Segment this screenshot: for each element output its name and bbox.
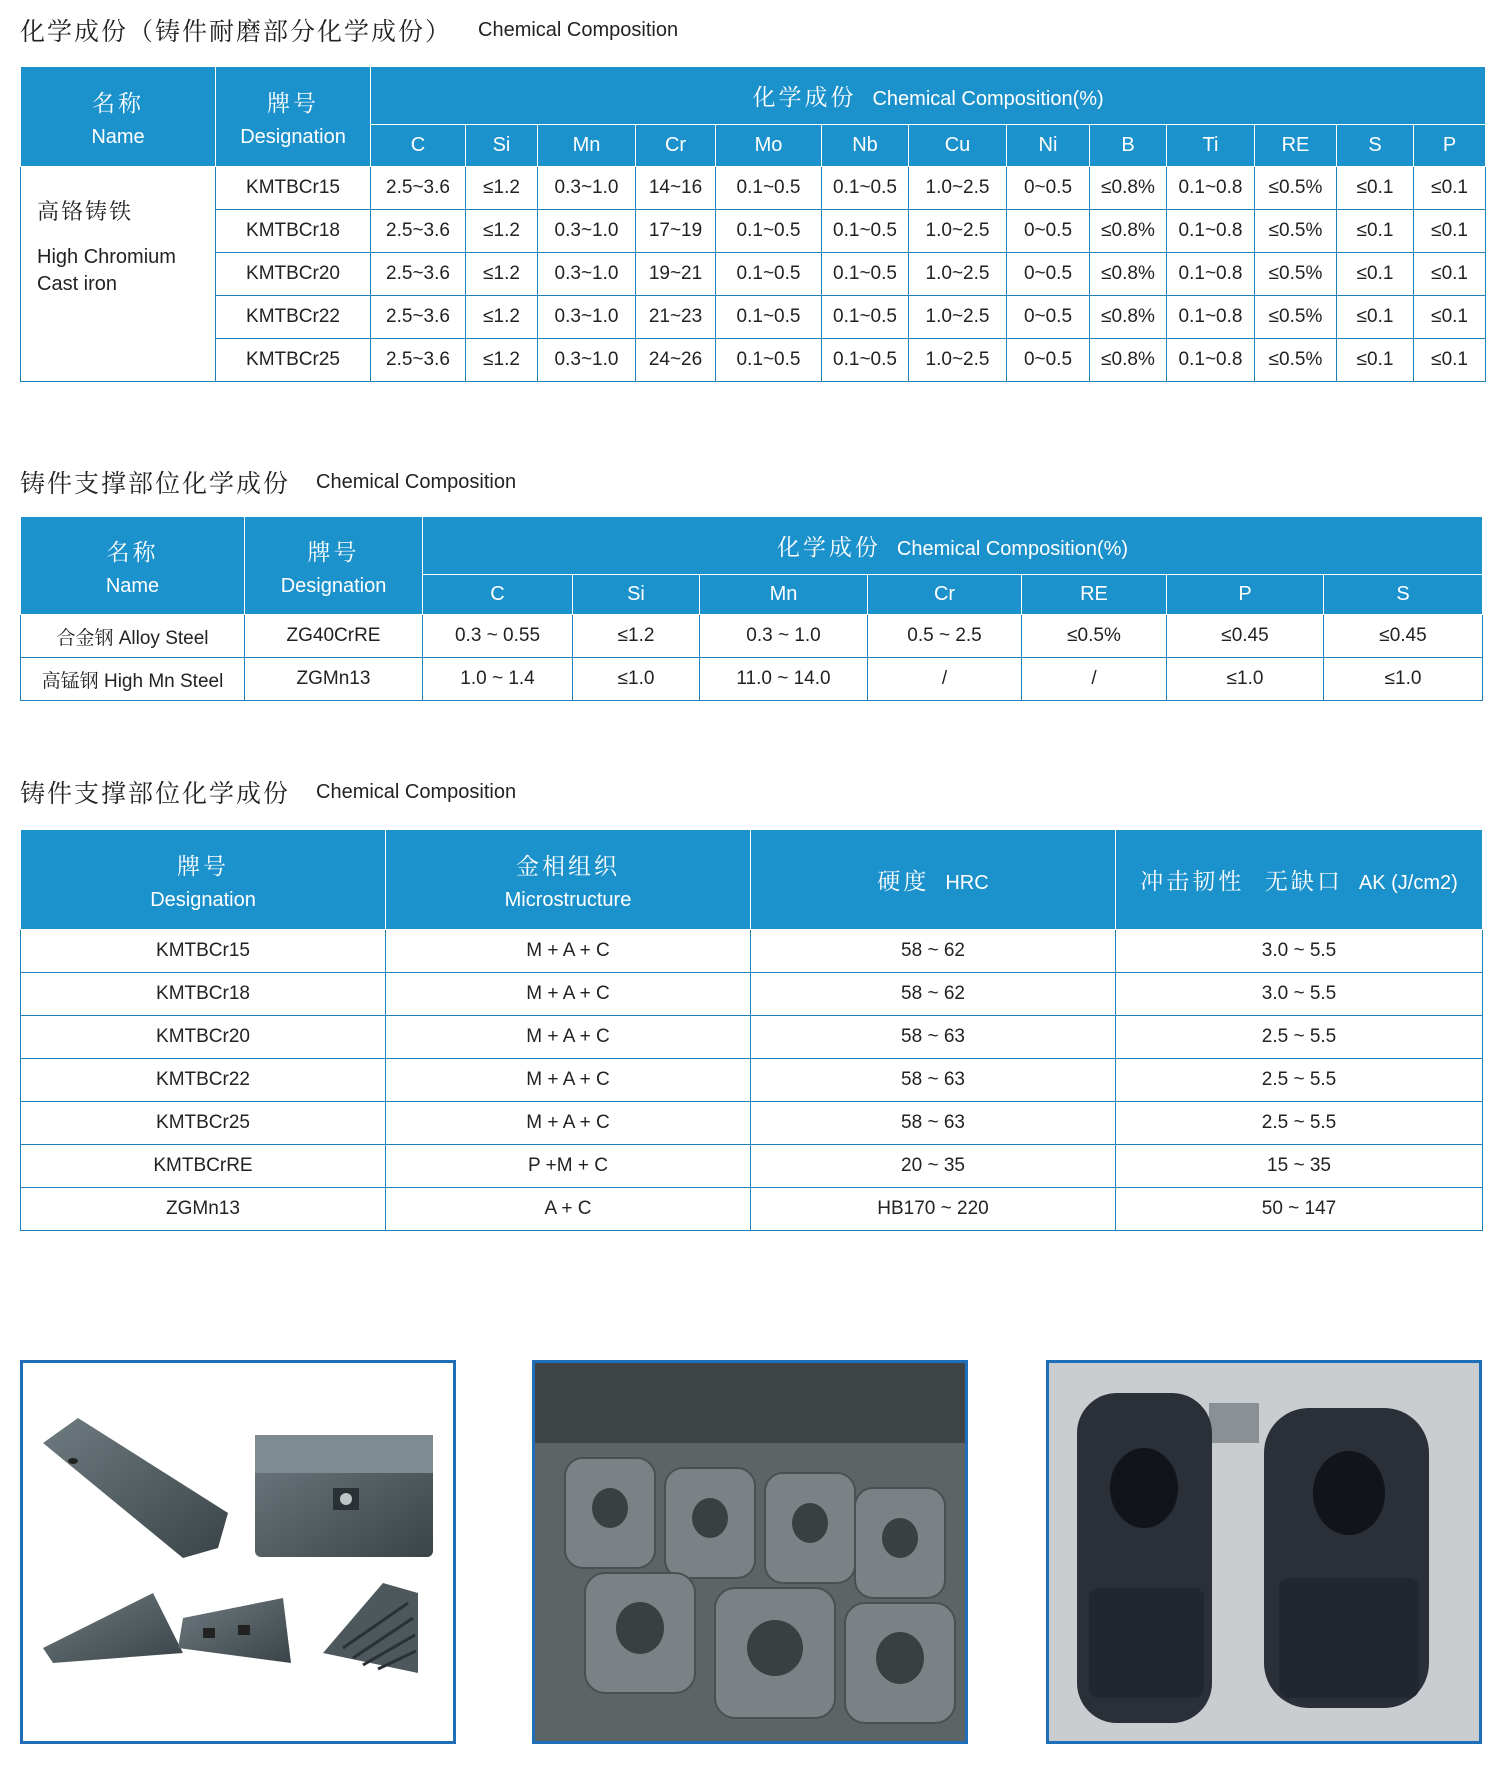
table-row — [21, 930, 1483, 973]
impact-cell: 3.0 ~ 5.5 — [1116, 930, 1483, 973]
designation-cell: KMTBCr18 — [216, 210, 371, 253]
value-cell-si: ≤1.2 — [466, 167, 538, 210]
header-name — [21, 517, 245, 615]
designation-cell: ZG40CrRE — [245, 615, 423, 658]
microstructure-cell: M + A + C — [386, 1016, 751, 1059]
element-header-si: Si — [466, 125, 538, 167]
hammer-heads-pair-photo — [1046, 1360, 1482, 1744]
value-cell-mo: 0.1~0.5 — [716, 210, 822, 253]
element-header-p: P — [1414, 125, 1486, 167]
value-cell-cu: 1.0~2.5 — [909, 339, 1007, 382]
hammer-heads-pile-photo — [532, 1360, 968, 1744]
value-cell-ni: 0~0.5 — [1007, 339, 1090, 382]
value-cell-re: ≤0.5% — [1255, 296, 1337, 339]
designation-cell: KMTBCr22 — [21, 1059, 386, 1102]
value-cell-c: 0.3 ~ 0.55 — [423, 615, 573, 658]
material-name-en: Alloy Steel — [118, 627, 209, 649]
value-cell-si: ≤1.2 — [573, 615, 700, 658]
section1-title — [20, 10, 678, 50]
material-name-cell — [21, 167, 216, 382]
header-name-zh: 名称 — [106, 539, 159, 566]
designation-cell: KMTBCr20 — [21, 1016, 386, 1059]
header-designation — [245, 517, 423, 615]
header-impact — [1116, 830, 1483, 930]
value-cell-nb: 0.1~0.5 — [822, 296, 909, 339]
element-header-cr: Cr — [636, 125, 716, 167]
header-composition-zh: 化学成份 — [752, 85, 857, 111]
designation-cell: ZGMn13 — [21, 1188, 386, 1231]
impact-cell: 2.5 ~ 5.5 — [1116, 1016, 1483, 1059]
value-cell-b: ≤0.8% — [1090, 167, 1167, 210]
header-name-en: Name — [105, 574, 160, 597]
value-cell-re: ≤0.5% — [1255, 167, 1337, 210]
header-designation-zh: 牌号 — [267, 90, 319, 117]
value-cell-s: ≤0.1 — [1337, 296, 1414, 339]
element-header-s: S — [1324, 575, 1483, 615]
material-name-en: High Mn Steel — [103, 670, 224, 692]
value-cell-mn: 0.3~1.0 — [538, 296, 636, 339]
table-row — [21, 973, 1483, 1016]
table-row — [21, 615, 1483, 658]
value-cell-s: ≤0.1 — [1337, 339, 1414, 382]
value-cell-p: ≤0.1 — [1414, 167, 1486, 210]
header-composition — [423, 517, 1483, 575]
value-cell-si: ≤1.2 — [466, 296, 538, 339]
value-cell-p: ≤0.1 — [1414, 253, 1486, 296]
hardness-cell: 58 ~ 63 — [751, 1059, 1116, 1102]
material-name-cell — [21, 658, 245, 701]
microstructure-cell: M + A + C — [386, 1059, 751, 1102]
value-cell-s: ≤0.45 — [1324, 615, 1483, 658]
table-row — [21, 253, 1486, 296]
table-row — [21, 1145, 1483, 1188]
value-cell-cr: 19~21 — [636, 253, 716, 296]
value-cell-re: ≤0.5% — [1255, 210, 1337, 253]
value-cell-cr: 17~19 — [636, 210, 716, 253]
value-cell-cr: 14~16 — [636, 167, 716, 210]
element-header-si: Si — [573, 575, 700, 615]
header-name-zh: 名称 — [92, 90, 144, 117]
hardness-cell: HB170 ~ 220 — [751, 1188, 1116, 1231]
impact-cell: 2.5 ~ 5.5 — [1116, 1059, 1483, 1102]
value-cell-cu: 1.0~2.5 — [909, 296, 1007, 339]
microstructure-cell: M + A + C — [386, 930, 751, 973]
value-cell-ni: 0~0.5 — [1007, 167, 1090, 210]
header-designation-en: Designation — [280, 574, 387, 597]
value-cell-nb: 0.1~0.5 — [822, 339, 909, 382]
header-designation — [216, 67, 371, 167]
value-cell-c: 2.5~3.6 — [371, 167, 466, 210]
material-name-zh: 合金钢 — [56, 626, 114, 649]
value-cell-cr: 21~23 — [636, 296, 716, 339]
value-cell-s: ≤0.1 — [1337, 167, 1414, 210]
designation-cell: KMTBCr20 — [216, 253, 371, 296]
microstructure-cell: M + A + C — [386, 1102, 751, 1145]
value-cell-mo: 0.1~0.5 — [716, 167, 822, 210]
table-row — [21, 1188, 1483, 1231]
impact-cell: 15 ~ 35 — [1116, 1145, 1483, 1188]
value-cell-b: ≤0.8% — [1090, 296, 1167, 339]
header-microstructure — [386, 830, 751, 930]
liner-plates-photo — [20, 1360, 456, 1744]
value-cell-ti: 0.1~0.8 — [1167, 339, 1255, 382]
value-cell-re: / — [1022, 658, 1167, 701]
header-composition-en: Chemical Composition(%) — [896, 538, 1129, 560]
value-cell-ni: 0~0.5 — [1007, 253, 1090, 296]
value-cell-s: ≤1.0 — [1324, 658, 1483, 701]
material-name-zh: 高铬铸铁 — [37, 200, 134, 225]
value-cell-cu: 1.0~2.5 — [909, 167, 1007, 210]
element-header-nb: Nb — [822, 125, 909, 167]
composition-table-support — [20, 516, 1483, 701]
value-cell-mn: 0.3~1.0 — [538, 210, 636, 253]
section2-title-en: Chemical Composition — [316, 470, 517, 493]
value-cell-mo: 0.1~0.5 — [716, 296, 822, 339]
value-cell-si: ≤1.2 — [466, 210, 538, 253]
value-cell-ti: 0.1~0.8 — [1167, 253, 1255, 296]
value-cell-s: ≤0.1 — [1337, 210, 1414, 253]
table-row — [21, 1059, 1483, 1102]
header-designation-zh: 牌号 — [177, 853, 229, 880]
header-hardness-zh: 硬度 — [877, 869, 930, 895]
value-cell-nb: 0.1~0.5 — [822, 210, 909, 253]
table-row — [21, 296, 1486, 339]
header-impact-en: AK (J/cm2) — [1358, 872, 1458, 894]
section3-title — [20, 772, 516, 812]
designation-cell: KMTBCr15 — [216, 167, 371, 210]
material-name-en-line2: Cast iron — [37, 273, 118, 295]
table-row — [21, 1102, 1483, 1145]
value-cell-ti: 0.1~0.8 — [1167, 210, 1255, 253]
value-cell-mn: 11.0 ~ 14.0 — [700, 658, 868, 701]
value-cell-p: ≤0.1 — [1414, 339, 1486, 382]
element-header-mo: Mo — [716, 125, 822, 167]
designation-cell: KMTBCr22 — [216, 296, 371, 339]
material-name-en-line1: High Chromium — [37, 246, 176, 268]
element-header-s: S — [1337, 125, 1414, 167]
header-hardness — [751, 830, 1116, 930]
header-composition-zh: 化学成份 — [776, 535, 881, 561]
header-name — [21, 67, 216, 167]
header-impact-zh: 冲击韧性 无缺口 — [1140, 869, 1343, 895]
designation-cell: KMTBCr15 — [21, 930, 386, 973]
impact-cell: 50 ~ 147 — [1116, 1188, 1483, 1231]
element-header-mn: Mn — [538, 125, 636, 167]
header-composition — [371, 67, 1486, 125]
value-cell-ni: 0~0.5 — [1007, 296, 1090, 339]
value-cell-p: ≤0.1 — [1414, 210, 1486, 253]
header-composition-en: Chemical Composition(%) — [872, 88, 1104, 110]
value-cell-s: ≤0.1 — [1337, 253, 1414, 296]
designation-cell: ZGMn13 — [245, 658, 423, 701]
table-row — [21, 339, 1486, 382]
value-cell-b: ≤0.8% — [1090, 339, 1167, 382]
value-cell-mo: 0.1~0.5 — [716, 253, 822, 296]
microstructure-cell: M + A + C — [386, 973, 751, 1016]
value-cell-cr: 0.5 ~ 2.5 — [868, 615, 1022, 658]
designation-cell: KMTBCrRE — [21, 1145, 386, 1188]
section2-title-zh: 铸件支撑部位化学成份 — [20, 469, 291, 498]
value-cell-p: ≤0.1 — [1414, 296, 1486, 339]
designation-cell: KMTBCr25 — [216, 339, 371, 382]
element-header-b: B — [1090, 125, 1167, 167]
hardness-cell: 20 ~ 35 — [751, 1145, 1116, 1188]
value-cell-ti: 0.1~0.8 — [1167, 296, 1255, 339]
value-cell-cu: 1.0~2.5 — [909, 210, 1007, 253]
header-designation — [21, 830, 386, 930]
header-designation-en: Designation — [240, 125, 346, 148]
element-header-cu: Cu — [909, 125, 1007, 167]
designation-cell: KMTBCr18 — [21, 973, 386, 1016]
section3-title-en: Chemical Composition — [316, 780, 517, 803]
material-name-zh: 高锰钢 — [41, 669, 99, 692]
header-hardness-en: HRC — [945, 872, 989, 894]
value-cell-mn: 0.3 ~ 1.0 — [700, 615, 868, 658]
value-cell-mn: 0.3~1.0 — [538, 253, 636, 296]
table-row — [21, 167, 1486, 210]
value-cell-cr: 24~26 — [636, 339, 716, 382]
value-cell-c: 2.5~3.6 — [371, 253, 466, 296]
value-cell-ti: 0.1~0.8 — [1167, 167, 1255, 210]
value-cell-si: ≤1.2 — [466, 253, 538, 296]
value-cell-re: ≤0.5% — [1022, 615, 1167, 658]
value-cell-re: ≤0.5% — [1255, 339, 1337, 382]
hardness-cell: 58 ~ 63 — [751, 1016, 1116, 1059]
value-cell-si: ≤1.2 — [466, 339, 538, 382]
hardness-cell: 58 ~ 62 — [751, 930, 1116, 973]
element-header-mn: Mn — [700, 575, 868, 615]
value-cell-cr: / — [868, 658, 1022, 701]
material-name-cell — [21, 615, 245, 658]
value-cell-p: ≤1.0 — [1167, 658, 1324, 701]
value-cell-nb: 0.1~0.5 — [822, 167, 909, 210]
value-cell-b: ≤0.8% — [1090, 210, 1167, 253]
value-cell-nb: 0.1~0.5 — [822, 253, 909, 296]
impact-cell: 3.0 ~ 5.5 — [1116, 973, 1483, 1016]
section1-title-en: Chemical Composition — [478, 18, 679, 41]
header-designation-zh: 牌号 — [307, 539, 360, 566]
table-row — [21, 658, 1483, 701]
header-designation-en: Designation — [150, 888, 256, 911]
value-cell-c: 1.0 ~ 1.4 — [423, 658, 573, 701]
properties-table — [20, 829, 1483, 1231]
value-cell-c: 2.5~3.6 — [371, 296, 466, 339]
section2-title — [20, 462, 516, 502]
element-header-p: P — [1167, 575, 1324, 615]
section3-title-zh: 铸件支撑部位化学成份 — [20, 779, 291, 808]
element-header-ni: Ni — [1007, 125, 1090, 167]
designation-cell: KMTBCr25 — [21, 1102, 386, 1145]
value-cell-re: ≤0.5% — [1255, 253, 1337, 296]
element-header-cr: Cr — [868, 575, 1022, 615]
value-cell-mn: 0.3~1.0 — [538, 167, 636, 210]
table-row — [21, 1016, 1483, 1059]
element-header-c: C — [371, 125, 466, 167]
value-cell-cu: 1.0~2.5 — [909, 253, 1007, 296]
composition-table-wear — [20, 66, 1486, 382]
value-cell-si: ≤1.0 — [573, 658, 700, 701]
table-row — [21, 210, 1486, 253]
microstructure-cell: A + C — [386, 1188, 751, 1231]
value-cell-b: ≤0.8% — [1090, 253, 1167, 296]
header-microstructure-en: Microstructure — [504, 888, 632, 911]
header-microstructure-zh: 金相组织 — [516, 853, 620, 880]
element-header-re: RE — [1255, 125, 1337, 167]
value-cell-mo: 0.1~0.5 — [716, 339, 822, 382]
value-cell-c: 2.5~3.6 — [371, 210, 466, 253]
element-header-ti: Ti — [1167, 125, 1255, 167]
impact-cell: 2.5 ~ 5.5 — [1116, 1102, 1483, 1145]
hardness-cell: 58 ~ 63 — [751, 1102, 1116, 1145]
microstructure-cell: P +M + C — [386, 1145, 751, 1188]
section1-title-zh: 化学成份（铸件耐磨部分化学成份） — [20, 17, 453, 46]
value-cell-p: ≤0.45 — [1167, 615, 1324, 658]
element-header-re: RE — [1022, 575, 1167, 615]
value-cell-ni: 0~0.5 — [1007, 210, 1090, 253]
header-name-en: Name — [91, 125, 145, 148]
hardness-cell: 58 ~ 62 — [751, 973, 1116, 1016]
value-cell-mn: 0.3~1.0 — [538, 339, 636, 382]
value-cell-c: 2.5~3.6 — [371, 339, 466, 382]
element-header-c: C — [423, 575, 573, 615]
